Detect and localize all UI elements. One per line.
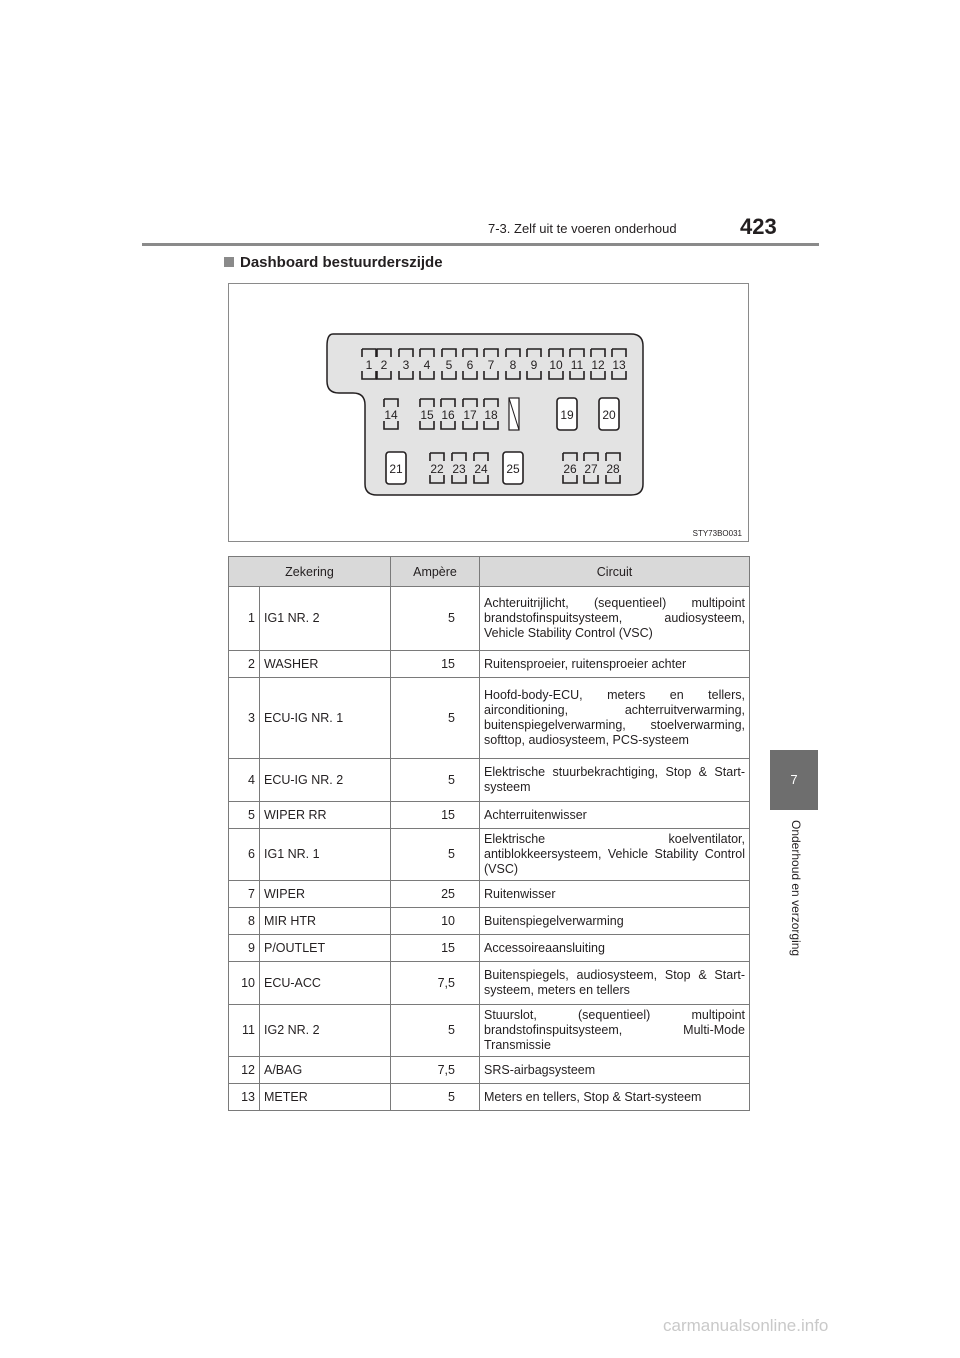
table-row	[229, 587, 750, 651]
fuse-name-cell: MIR HTR	[260, 908, 391, 935]
fuse-number-cell: 3	[229, 678, 260, 759]
circuit-cell: Accessoireaansluiting	[480, 935, 750, 962]
fuse-label: 23	[452, 462, 466, 476]
table-header-row	[229, 557, 750, 587]
fuse-label: 5	[445, 358, 453, 372]
table-row	[229, 829, 750, 881]
table-row	[229, 935, 750, 962]
fuse-label: 19	[560, 408, 574, 422]
square-bullet-icon	[224, 257, 234, 267]
fuse-label: 25	[506, 462, 520, 476]
fuse-name-cell: ECU-IG NR. 1	[260, 678, 391, 759]
fuse-label: 13	[612, 358, 626, 372]
chapter-side-label: Onderhoud en verzorging	[789, 820, 803, 957]
fuse-label: 3	[402, 358, 410, 372]
fuse-name-cell: WASHER	[260, 651, 391, 678]
table-row	[229, 651, 750, 678]
table-row	[229, 908, 750, 935]
page-number: 423	[740, 214, 777, 239]
ampere-cell: 25	[391, 881, 480, 908]
fuse-number-cell: 9	[229, 935, 260, 962]
fuse-label: 10	[549, 358, 563, 372]
circuit-cell: Elektrische koelventilator, antiblokkeersysteem, Vehicle Stability Control (VSC)	[480, 829, 750, 881]
fuse-number-cell: 6	[229, 829, 260, 881]
circuit-cell: SRS-airbagsysteem	[480, 1057, 750, 1084]
fuse-name-cell: ECU-ACC	[260, 962, 391, 1005]
table-row	[229, 881, 750, 908]
fuse-label: 12	[591, 358, 605, 372]
fuse-name-cell: ECU-IG NR. 2	[260, 759, 391, 802]
fuse-slot-large	[503, 452, 523, 484]
table-row	[229, 802, 750, 829]
running-header-section: 7-3. Zelf uit te voeren onderhoud	[488, 221, 677, 236]
fuse-number-cell: 10	[229, 962, 260, 1005]
circuit-cell: Hoofd-body-ECU, meters en tellers, airconditioning, achterruitverwarming, buitenspiegelverwarming, stoelverwarming, softtop, audiosysteem, PCS-systeem	[480, 678, 750, 759]
fuse-table	[228, 556, 750, 1111]
ampere-cell: 7,5	[391, 962, 480, 1005]
fuse-number-cell: 5	[229, 802, 260, 829]
fuse-label: 14	[384, 408, 398, 422]
fuse-number-cell: 2	[229, 651, 260, 678]
ampere-cell: 5	[391, 587, 480, 651]
fuse-name-cell: A/BAG	[260, 1057, 391, 1084]
table-row	[229, 962, 750, 1005]
header-circuit: Circuit	[480, 557, 750, 587]
ampere-cell: 15	[391, 935, 480, 962]
ampere-cell: 5	[391, 759, 480, 802]
fuse-name-cell: P/OUTLET	[260, 935, 391, 962]
fuse-label: 4	[423, 358, 431, 372]
circuit-cell: Ruitenwisser	[480, 881, 750, 908]
fuse-number-cell: 13	[229, 1084, 260, 1111]
ampere-cell: 5	[391, 678, 480, 759]
fuse-label: 16	[441, 408, 455, 422]
fuse-label: 2	[380, 358, 388, 372]
circuit-cell: Achterruitenwisser	[480, 802, 750, 829]
fuse-slot-large	[386, 452, 406, 484]
fuse-label: 8	[509, 358, 517, 372]
ampere-cell: 5	[391, 1084, 480, 1111]
header-rule	[142, 243, 819, 246]
fuse-label: 24	[474, 462, 488, 476]
fuse-name-cell: IG2 NR. 2	[260, 1005, 391, 1057]
circuit-cell: Stuurslot, (sequentieel) multipoint brandstofinspuitsysteem, Multi-Mode Transmissie	[480, 1005, 750, 1057]
fuse-slot-large	[557, 398, 577, 430]
fuse-number-cell: 12	[229, 1057, 260, 1084]
circuit-cell: Buitenspiegels, audiosysteem, Stop & Start-systeem, meters en tellers	[480, 962, 750, 1005]
fuse-label: 1	[365, 358, 373, 372]
fuse-name-cell: IG1 NR. 2	[260, 587, 391, 651]
fuse-number-cell: 7	[229, 881, 260, 908]
fuse-name-cell: WIPER	[260, 881, 391, 908]
fuse-label: 22	[430, 462, 444, 476]
ampere-cell: 5	[391, 829, 480, 881]
fuse-label: 18	[484, 408, 498, 422]
fuse-label: 11	[570, 358, 584, 372]
circuit-cell: Buitenspiegelverwarming	[480, 908, 750, 935]
fuse-number-cell: 1	[229, 587, 260, 651]
fuse-number-cell: 8	[229, 908, 260, 935]
fuse-label: 21	[389, 462, 403, 476]
fuse-label: 9	[530, 358, 538, 372]
ampere-cell: 15	[391, 651, 480, 678]
fuse-name-cell: WIPER RR	[260, 802, 391, 829]
table-row	[229, 1057, 750, 1084]
fuse-label: 27	[584, 462, 598, 476]
chapter-tab	[770, 750, 818, 810]
fuse-label: 15	[420, 408, 434, 422]
fuse-number-cell: 11	[229, 1005, 260, 1057]
fuse-label: 26	[563, 462, 577, 476]
fuse-slot-large	[599, 398, 619, 430]
table-row	[229, 678, 750, 759]
fuse-number-cell: 4	[229, 759, 260, 802]
watermark: carmanualsonline.info	[663, 1316, 829, 1335]
figure-code: STY73BO031	[692, 529, 742, 538]
circuit-cell: Meters en tellers, Stop & Start-systeem	[480, 1084, 750, 1111]
table-row	[229, 1005, 750, 1057]
fuse-label: 20	[602, 408, 616, 422]
ampere-cell: 15	[391, 802, 480, 829]
ampere-cell: 7,5	[391, 1057, 480, 1084]
header-ampere: Ampère	[391, 557, 480, 587]
header-fuse: Zekering	[229, 557, 391, 587]
fuse-name-cell: METER	[260, 1084, 391, 1111]
table-row	[229, 1084, 750, 1111]
section-title	[224, 254, 443, 271]
fuse-label: 17	[463, 408, 477, 422]
fuse-label: 6	[466, 358, 474, 372]
fuse-box-diagram	[229, 284, 748, 541]
ampere-cell: 10	[391, 908, 480, 935]
fuse-label: 7	[487, 358, 495, 372]
circuit-cell: Achteruitrijlicht, (sequentieel) multipoint brandstofinspuitsysteem, audiosysteem, Vehicle Stability Control (VSC)	[480, 587, 750, 651]
fuse-name-cell: IG1 NR. 1	[260, 829, 391, 881]
circuit-cell: Ruitensproeier, ruitensproeier achter	[480, 651, 750, 678]
table-row	[229, 759, 750, 802]
fuse-box-figure	[228, 283, 749, 542]
circuit-cell: Elektrische stuurbekrachtiging, Stop & Start-systeem	[480, 759, 750, 802]
section-title-text: Dashboard bestuurderszijde	[240, 254, 443, 271]
ampere-cell: 5	[391, 1005, 480, 1057]
fuse-label: 28	[606, 462, 620, 476]
chapter-tab-number: 7	[790, 772, 798, 787]
